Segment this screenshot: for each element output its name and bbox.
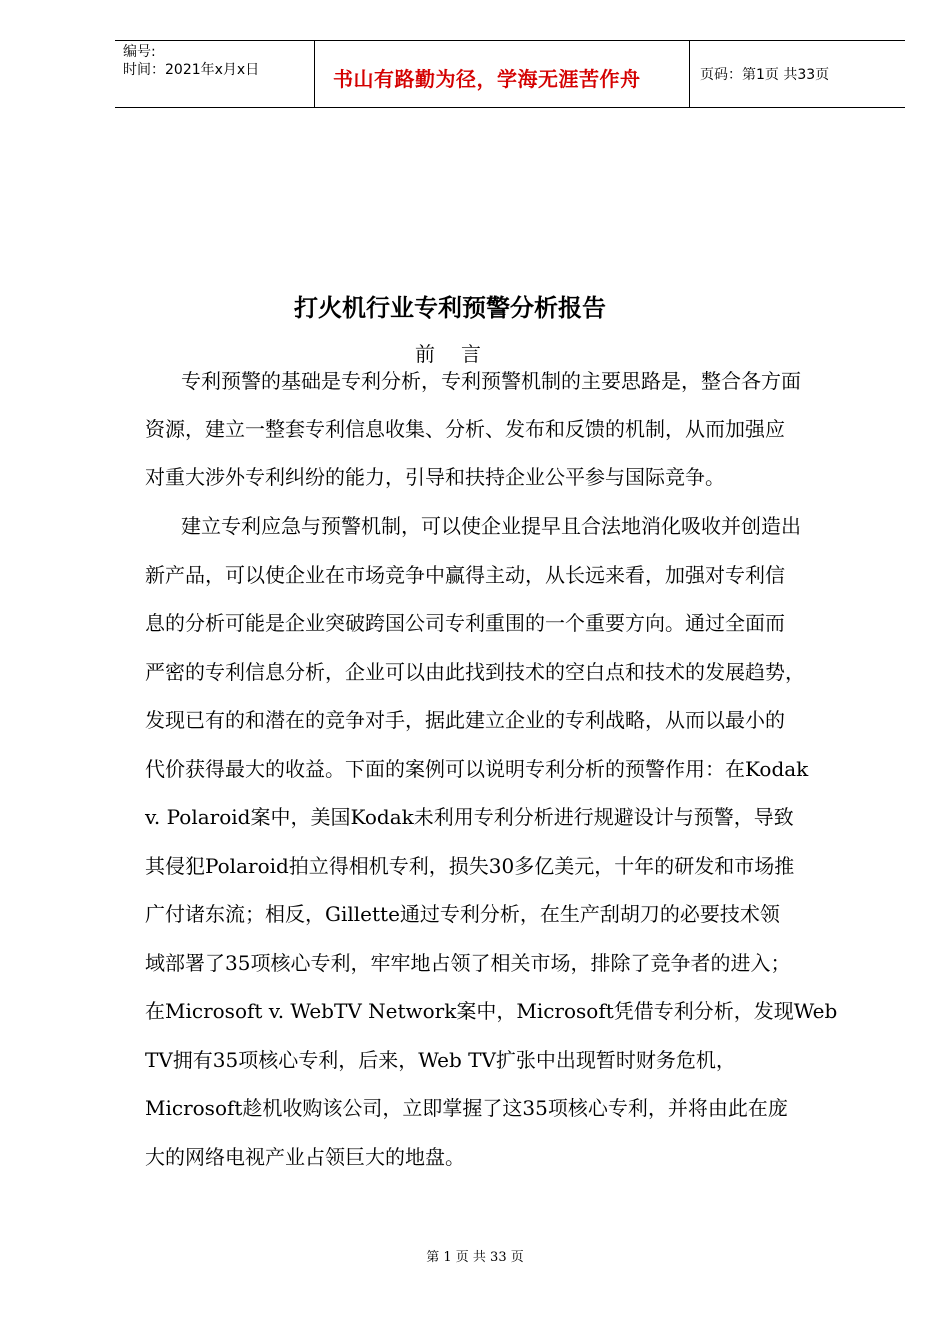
paragraph-line: 域部署了35项核心专利，牢牢地占领了相关市场，排除了竞争者的进入； <box>145 951 791 975</box>
paragraph-line: 在Microsoft v. WebTV Network案中，Microsoft凭借专利分析，发现Web <box>145 999 838 1023</box>
header-page-cell <box>690 41 905 107</box>
paragraph-line: 资源，建立一整套专利信息收集、分析、发布和反馈的机制，从而加强应 <box>145 417 785 441</box>
number-label: 编号: <box>123 44 156 60</box>
paragraph-line: TV拥有35项核心专利，后来，Web TV扩张中出现暂时财务危机， <box>145 1048 736 1072</box>
section-heading: 前言 <box>415 342 507 366</box>
paragraph-line: 发现已有的和潜在的竞争对手，据此建立企业的专利战略，从而以最小的 <box>145 708 785 732</box>
document-title <box>0 288 950 323</box>
paragraph-line: Microsoft趁机收购该公司，立即掌握了这35项核心专利，并将由此在庞 <box>145 1096 788 1120</box>
paragraph-line: 专利预警的基础是专利分析，专利预警机制的主要思路是，整合各方面 <box>181 369 801 393</box>
paragraph-line: 广付诸东流；相反，Gillette通过专利分析，在生产刮胡刀的必要技术领 <box>145 902 780 926</box>
paragraph-line: 代价获得最大的收益。下面的案例可以说明专利分析的预警作用：在Kodak <box>145 757 809 781</box>
paragraph-line: 建立专利应急与预警机制，可以使企业提早且合法地消化吸收并创造出 <box>181 514 801 538</box>
paragraph-line: v. Polaroid案中，美国Kodak未利用专利分析进行规避设计与预警，导致 <box>145 805 794 829</box>
document-header <box>115 40 905 108</box>
paragraph-line: 新产品，可以使企业在市场竞争中赢得主动，从长远来看，加强对专利信 <box>145 563 785 587</box>
page-label: 页码：第1页 共33页 <box>700 67 830 83</box>
time-label: 时间：2021年x月x日 <box>123 62 260 78</box>
header-info-cell <box>115 41 315 107</box>
header-motto-cell <box>315 41 690 107</box>
paragraph-line: 严密的专利信息分析，企业可以由此找到技术的空白点和技术的发展趋势， <box>145 660 805 684</box>
page-footer: 第 1 页 共 33 页 <box>426 1250 524 1265</box>
motto-text: 书山有路勤为径，学海无涯苦作舟 <box>333 67 641 91</box>
paragraph-line: 息的分析可能是企业突破跨国公司专利重围的一个重要方向。通过全面而 <box>145 611 785 635</box>
paragraph-line: 其侵犯Polaroid拍立得相机专利，损失30多亿美元，十年的研发和市场推 <box>145 854 795 878</box>
paragraph-line: 对重大涉外专利纠纷的能力，引导和扶持企业公平参与国际竞争。 <box>145 465 725 489</box>
paragraph-line: 大的网络电视产业占领巨大的地盘。 <box>145 1145 465 1169</box>
document-title-text: 打火机行业专利预警分析报告 <box>294 294 606 322</box>
